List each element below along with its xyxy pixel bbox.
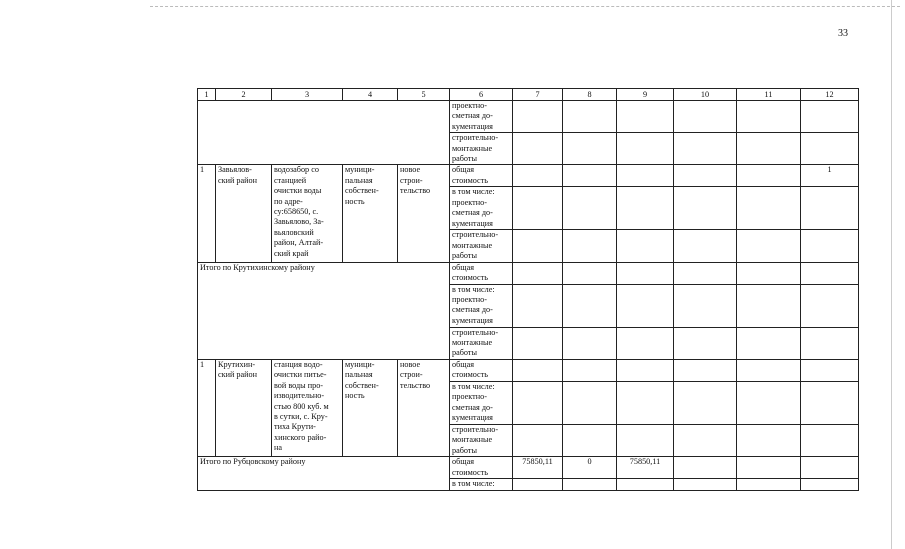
cost-type-label: в том числе: проектно- сметная до- кументация — [450, 284, 513, 327]
cost-type-label: общая стоимость — [450, 457, 513, 479]
district-total-title: Итого по Крутихинскому району — [198, 262, 450, 359]
column-number: 10 — [674, 89, 737, 101]
value-cell: 75850,11 — [617, 457, 674, 479]
district-cell: Крутихин- ский район — [216, 359, 272, 456]
district-total-title: Итого по Рубцовскому району — [198, 457, 450, 491]
page-number: 33 — [838, 28, 848, 39]
column-number: 3 — [272, 89, 343, 101]
cost-type-label: в том числе: — [450, 479, 513, 491]
column-number: 5 — [398, 89, 450, 101]
column-number: 8 — [563, 89, 617, 101]
table-row — [198, 457, 859, 479]
column-number: 11 — [737, 89, 801, 101]
cost-type-label: строительно- монтажные работы — [450, 230, 513, 262]
row-number: 1 — [198, 359, 216, 456]
value-cell: 1 — [801, 165, 859, 187]
column-number: 12 — [801, 89, 859, 101]
empty-merged-cell — [198, 101, 450, 165]
table-row — [198, 165, 859, 187]
cost-type-label: строительно- монтажные работы — [450, 133, 513, 165]
budget-table — [197, 88, 859, 491]
column-number-row — [198, 89, 859, 101]
page-edge-line — [891, 0, 892, 549]
ownership-cell: муници- пальная собствен- ность — [343, 359, 398, 456]
column-number: 7 — [513, 89, 563, 101]
cost-type-label: общая стоимость — [450, 165, 513, 187]
work-type-cell: новое строи- тельство — [398, 165, 450, 262]
table-row — [198, 101, 859, 133]
column-number: 9 — [617, 89, 674, 101]
cost-type-label: в том числе: проектно- сметная до- кументация — [450, 381, 513, 424]
ownership-cell: муници- пальная собствен- ность — [343, 165, 398, 262]
object-cell: водозабор со станцией очистки воды по адре- су:658650, с. Завьялово, За- вьяловский район, Алтай- ский край — [272, 165, 343, 262]
cost-type-label: общая стоимость — [450, 262, 513, 284]
column-number: 4 — [343, 89, 398, 101]
cost-type-label: общая стоимость — [450, 359, 513, 381]
column-number: 2 — [216, 89, 272, 101]
column-number: 6 — [450, 89, 513, 101]
object-cell: станция водо- очистки питье- вой воды про- изводительно- стью 800 куб. м в сутки, с. Кру- тиха Крути- хинского райо- на — [272, 359, 343, 456]
scan-artifact-line — [150, 6, 900, 7]
column-number: 1 — [198, 89, 216, 101]
district-cell: Завьялов- ский район — [216, 165, 272, 262]
table-row — [198, 359, 859, 381]
value-cell: 75850,11 — [513, 457, 563, 479]
cost-type-label: строительно- монтажные работы — [450, 327, 513, 359]
work-type-cell: новое строи- тельство — [398, 359, 450, 456]
value-cell: 0 — [563, 457, 617, 479]
table-row — [198, 262, 859, 284]
cost-type-label: в том числе: проектно- сметная до- кументация — [450, 187, 513, 230]
cost-type-label: проектно- сметная до- кументация — [450, 101, 513, 133]
row-number: 1 — [198, 165, 216, 262]
cost-type-label: строительно- монтажные работы — [450, 424, 513, 456]
